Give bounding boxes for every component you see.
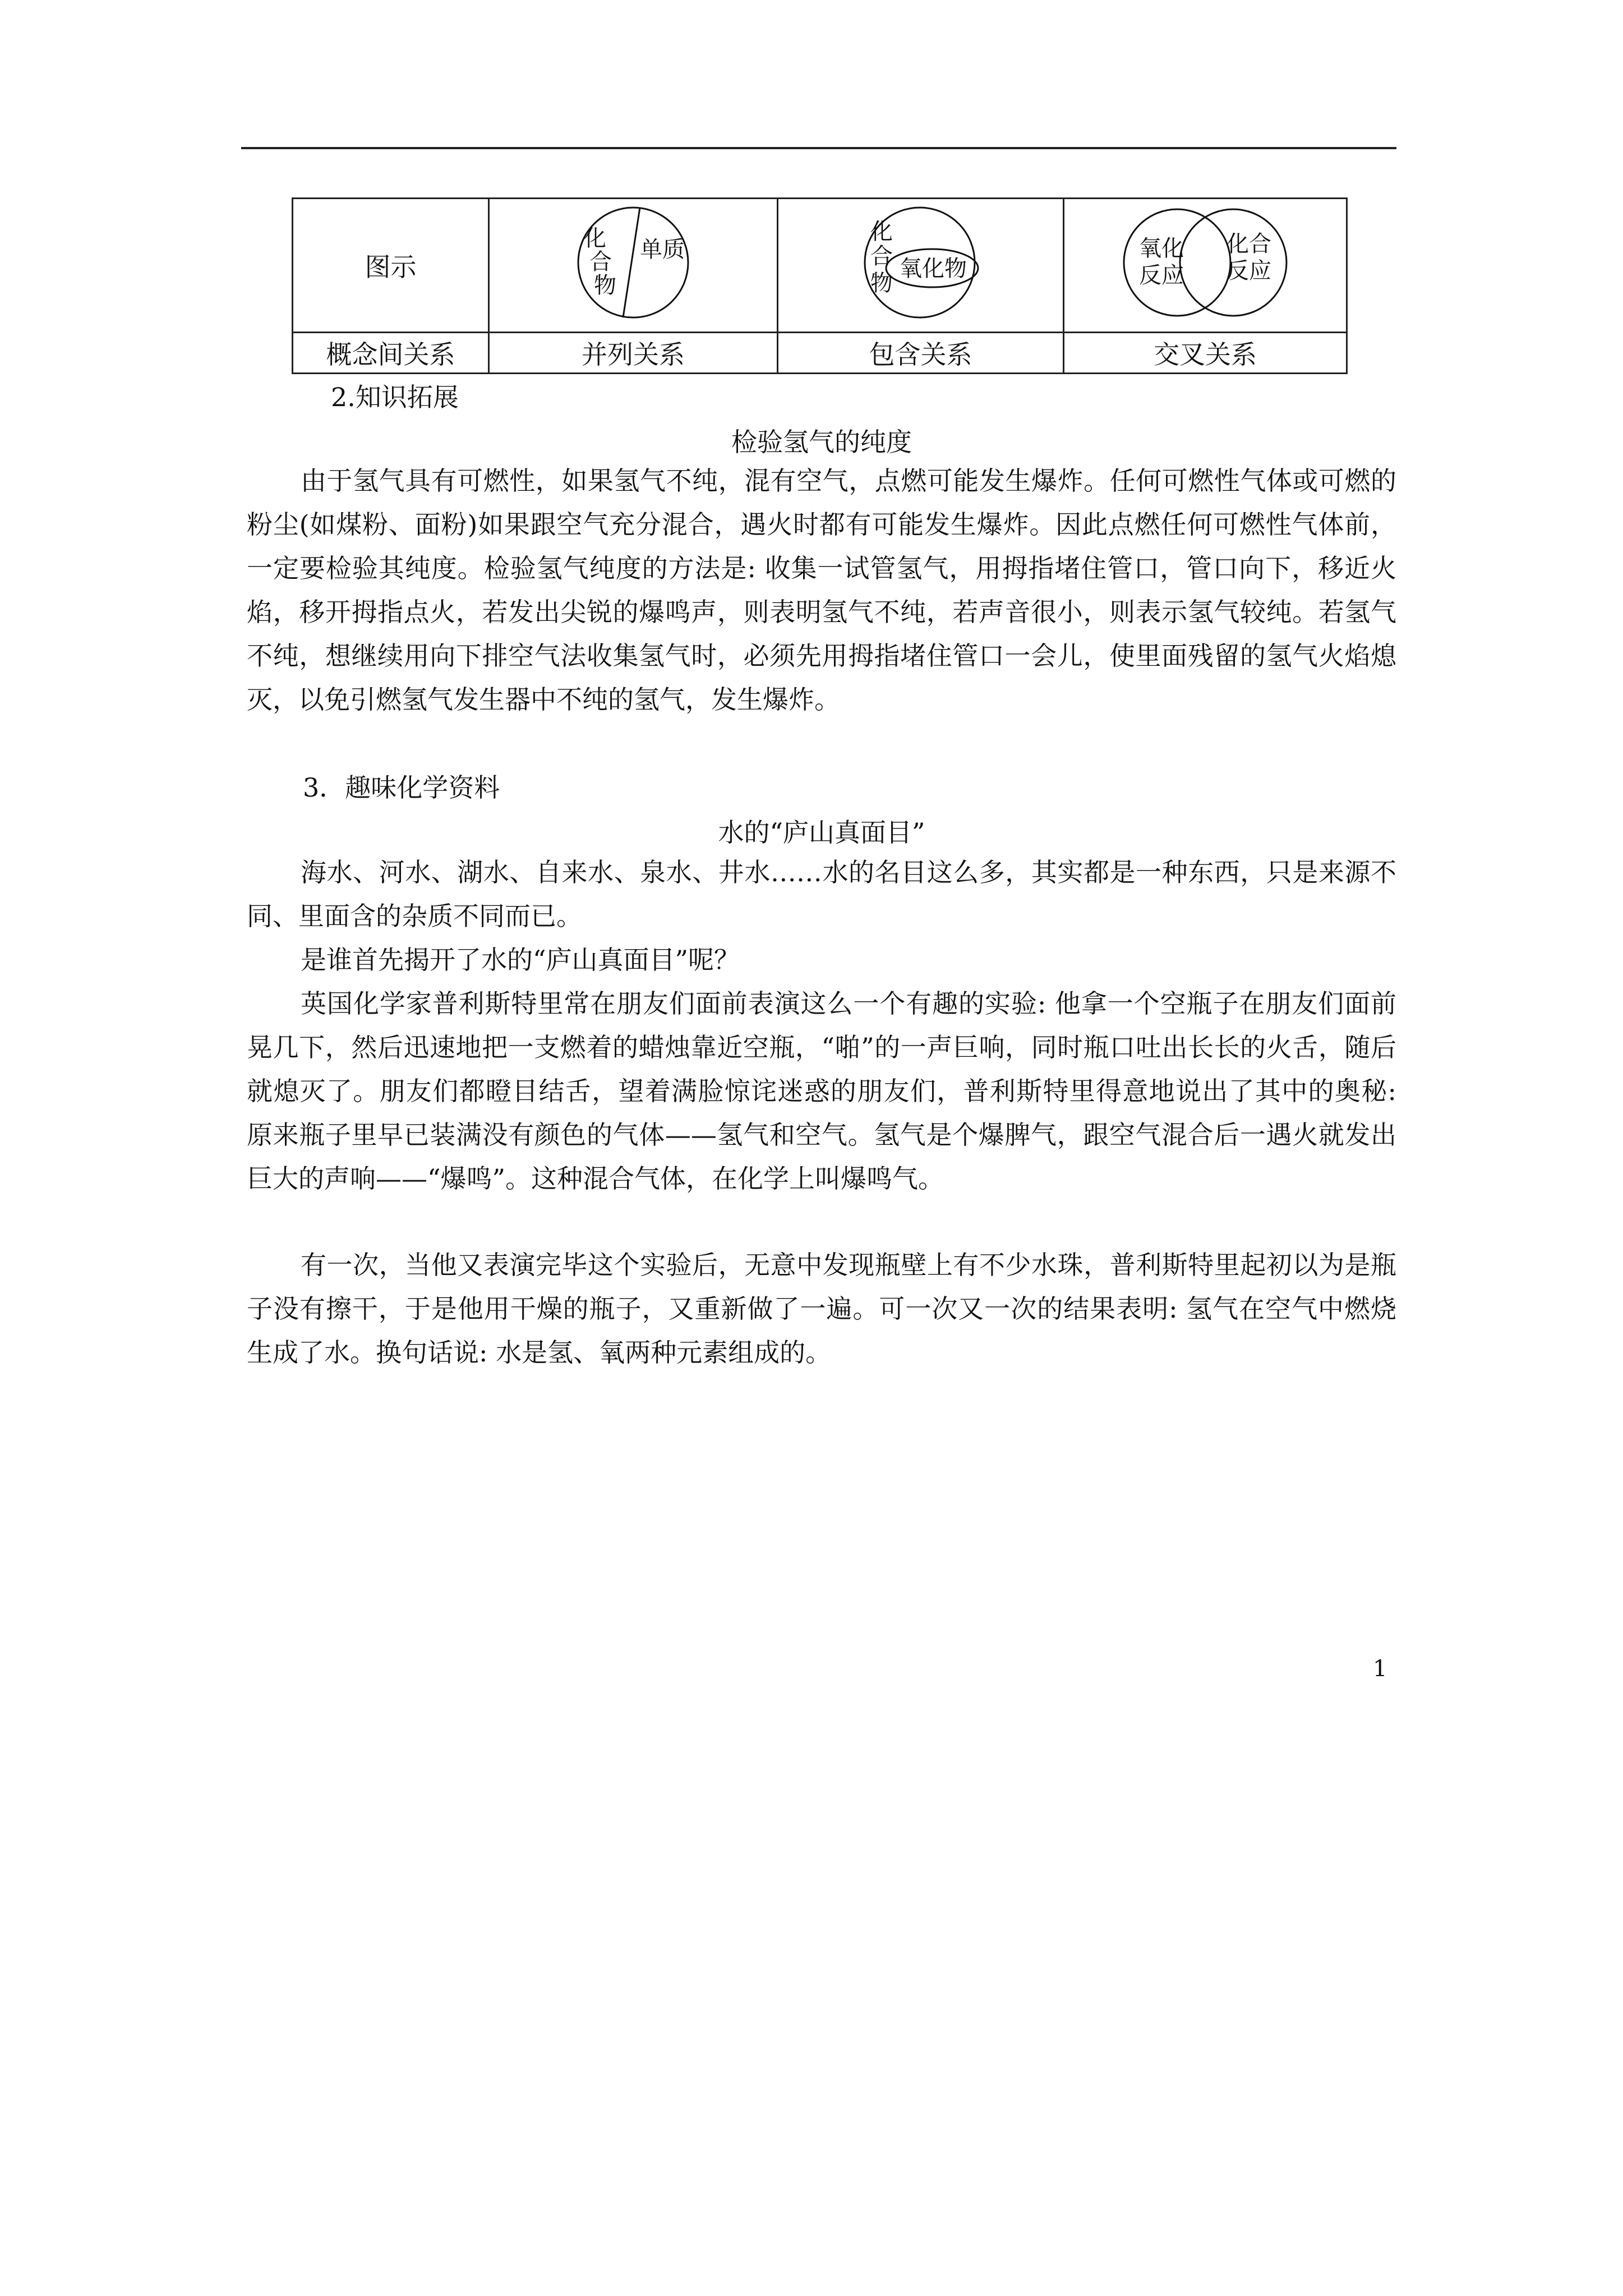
diagram2-outer-3: 物	[870, 270, 893, 296]
relation-containment: 包含关系	[778, 333, 1064, 374]
diagram2-outer-1: 化	[870, 218, 893, 245]
diagram3-left-1: 氧化	[1139, 235, 1184, 261]
relation-parallel: 并列关系	[489, 333, 778, 374]
page-number: 1	[1373, 1656, 1387, 1682]
diagram1-left-1: 化	[584, 225, 606, 251]
diagram1-left-3: 物	[594, 272, 616, 298]
section2-heading: 2.知识拓展	[331, 382, 459, 412]
concept-relation-table	[292, 197, 1348, 374]
diagram2-outer-2: 合	[870, 243, 893, 269]
diagram3-left-2: 反应	[1139, 262, 1184, 288]
diagram-containment	[848, 201, 994, 324]
diagram1-right-1: 单	[640, 236, 662, 263]
table-row-diagrams	[293, 199, 1347, 333]
section3-paragraph-4: 有一次，当他又表演完毕这个实验后，无意中发现瓶壁上有不少水珠，普利斯特里起初以为是瓶子没有擦干，于是他用干燥的瓶子，又重新做了一遍。可一次又一次的结果表明: 氢气在空气中燃烧生成了水。换句话说: 水是氢、氧两种元素组成的。	[247, 1250, 1396, 1368]
section3-paragraph-3: 英国化学家普利斯特里常在朋友们面前表演这么一个有趣的实验: 他拿一个空瓶子在朋友们面前晃几下，然后迅速地把一支燃着的蜡烛靠近空瓶，“啪”的一声巨响，同时瓶口吐出长长的火舌，随后就熄灭了。朋友们都瞪目结舌，望着满脸惊诧迷惑的朋友们，普利斯特里得意地说出了其中的奥秘: 原来瓶子里早已装满没有颜色的气体——氢气和空气。氢气是个爆脾气，跟空气混合后一遇火就发出巨大的声响——“爆鸣”。这种混合气体，在化学上叫爆鸣气。	[247, 988, 1396, 1194]
section3-title: 水的“庐山真面目”	[718, 817, 925, 848]
row-label-diagram: 图示	[293, 199, 489, 333]
diagram-containment-cell	[778, 199, 1064, 333]
table-row-relations	[293, 333, 1347, 374]
diagram-parallel	[560, 201, 706, 324]
section2-title: 检验氢气的纯度	[731, 427, 912, 457]
diagram3-right-1: 化合	[1227, 231, 1271, 257]
row-label-relation: 概念间关系	[293, 333, 489, 374]
diagram2-inner: 氧化物	[899, 255, 967, 282]
diagram-intersection-cell	[1064, 199, 1347, 333]
diagram-intersection	[1115, 201, 1295, 324]
diagram1-right-2: 质	[662, 236, 685, 263]
section2-paragraph: 由于氢气具有可燃性，如果氢气不纯，混有空气，点燃可能发生爆炸。任何可燃性气体或可燃的粉尘(如煤粉、面粉)如果跟空气充分混合，遇火时都有可能发生爆炸。因此点燃任何可燃性气体前，一定要检验其纯度。检验氢气纯度的方法是: 收集一试管氢气，用拇指堵住管口，管口向下，移近火焰，移开拇指点火，若发出尖锐的爆鸣声，则表明氢气不纯，若声音很小，则表示氢气较纯。若氢气不纯，想继续用向下排空气法收集氢气时，必须先用拇指堵住管口一会儿，使里面残留的氢气火焰熄灭，以免引燃氢气发生器中不纯的氢气，发生爆炸。	[247, 466, 1396, 715]
section3-heading: 3．趣味化学资料	[303, 772, 500, 803]
section3-paragraph-2: 是谁首先揭开了水的“庐山真面目”呢？	[301, 945, 740, 975]
relation-intersection: 交叉关系	[1064, 333, 1347, 374]
diagram1-left-2: 合	[589, 249, 612, 275]
header-rule	[241, 147, 1396, 149]
diagram3-right-2: 反应	[1227, 257, 1271, 284]
section3-paragraph-1: 海水、河水、湖水、自来水、泉水、井水……水的名目这么多，其实都是一种东西，只是来源不同、里面含的杂质不同而已。	[247, 857, 1396, 931]
diagram-parallel-cell	[489, 199, 778, 333]
